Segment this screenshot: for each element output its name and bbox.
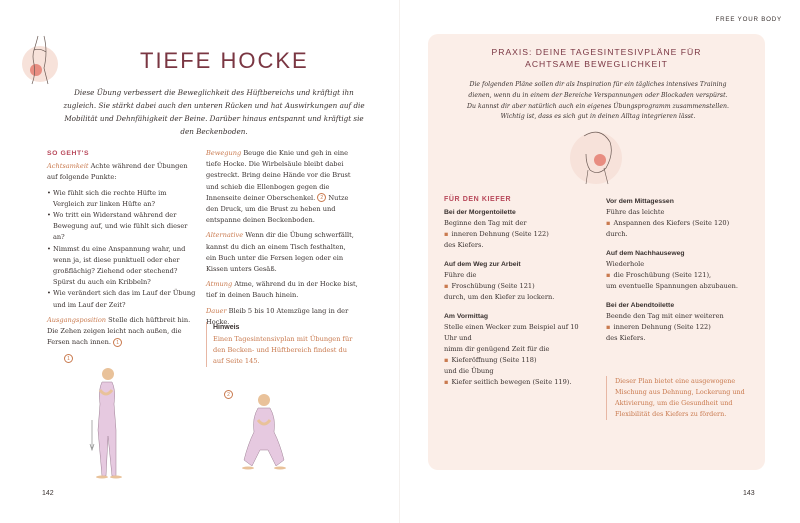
plan-block [444, 311, 592, 388]
bewegung-text: Beuge die Knie und geh in eine tiefe Hocke. Die Wirbelsäule bleibt dabei gestreckt. Bring deine Hände vor die Brust und schieb die Ellenbogen gegen die Innenseite deiner Oberschenkel. [206, 149, 351, 202]
intro-text: Diese Übung verbessert die Beweglichkeit des Hüftbereichs und kräftigt ihn zugleich. Sie stärkt dabei auch den unteren Rücken und hat Auswirkungen auf die Mobilität und Dehnfähigkeit der Beine. Darüber hinaus entspannt und kräftigt sie den Beckenboden. [63, 88, 365, 136]
plan-text: durch, um den Kiefer zu lockern. [444, 293, 555, 301]
plan-item-text: Kiefer seitlich bewegen (Seite 119). [451, 378, 572, 386]
atmung-paragraph [206, 279, 358, 301]
bewegung-label: Bewegung [206, 149, 242, 157]
plan-text: Beende den Tag mit einer weiteren [606, 312, 724, 320]
plan-column-left [444, 207, 592, 396]
hint-box [206, 322, 356, 367]
list-item: • Wie verändert sich das im Lauf der Übung und im Lauf der Zeit? [47, 288, 197, 310]
plan-item [444, 377, 592, 388]
plan-block [606, 300, 754, 344]
bewegung-text-2: Nutze den Druck, um die Brust zu heben und entspanne deinen Beckenboden. [206, 193, 349, 225]
step-number-badge: 2 [317, 193, 326, 202]
hint-title: Hinweis [213, 324, 240, 331]
atmung-text: Atme, während du in der Hocke bist, tief in deinen Bauch hinein. [206, 280, 358, 300]
plan-text: Führe die [444, 271, 477, 279]
plan-block-heading: Auf dem Weg zur Arbeit [444, 261, 521, 268]
standing-woman-illustration [72, 360, 142, 482]
ausgangsposition-label: Ausgangsposition [47, 315, 107, 324]
ausgangsposition-text: Stelle dich hüftbreit hin. Die Zehen zeigen leicht nach außen, die Fersen nach innen. [47, 315, 191, 347]
plan-item-text: Anspannen des Kiefers (Seite 120) [613, 219, 730, 227]
face-jaw-icon [564, 124, 628, 186]
panel-title-line: PRAXIS: DEINE TAGESINTESIVPLÄNE FÜR [491, 47, 702, 57]
square-bullet-icon: ▪ [444, 230, 449, 238]
step-number-badge: 1 [113, 338, 122, 347]
figure-number-badge: 2 [224, 390, 233, 399]
figure-number-badge: 1 [64, 354, 73, 363]
achtsamkeit-list [47, 188, 197, 311]
alternative-text: Wenn dir die Übung schwerfällt, kannst du dich an einem Tisch festhalten, ein Buch unter die Fersen legen oder ein Kissen unters Gesäß. [206, 231, 354, 274]
page-number: 142 [42, 490, 54, 497]
plan-block-heading: Vor dem Mittagessen [606, 198, 674, 205]
panel-title [428, 46, 765, 70]
plan-text: Stelle einen Wecker zum Beispiel auf 10 Uhr und [444, 323, 579, 342]
ausgangsposition-paragraph [47, 315, 197, 349]
list-item: • Wie fühlt sich die rechte Hüfte im Vergleich zur linken Hüfte an? [47, 188, 197, 210]
list-item: • Nimmst du eine Anspannung wahr, und wenn ja, ist diese punktuell oder eher großflächig? Ziehend oder stechend? Spürst du auch ein Kribbeln? [47, 244, 197, 289]
dauer-label: Dauer [206, 306, 227, 315]
panel-intro: Die folgenden Pläne sollen dir als Inspiration für ein tägliches intensives Training dienen, wenn du in einem der Bereiche Verspannungen oder Blockaden verspürst. Du kannst dir aber natürlich auch ein eigenes Übungsprogramm zusammenstellen. Wichtig ist, dass es sich gut in deinen Alltag integrieren lässt. [467, 81, 729, 121]
square-bullet-icon: ▪ [606, 271, 611, 279]
plan-text: des Kiefers. [606, 334, 646, 342]
plan-text: Führe das leichte [606, 208, 665, 216]
atmung-label: Atmung [206, 280, 233, 289]
square-bullet-icon: ▪ [444, 356, 449, 364]
page-number: 143 [743, 490, 755, 497]
square-bullet-icon: ▪ [444, 282, 449, 290]
alternative-paragraph [206, 230, 358, 275]
achtsamkeit-paragraph [47, 161, 197, 183]
plan-text: nimm dir genügend Zeit für die [444, 345, 550, 353]
plan-block-heading: Bei der Morgentoilette [444, 209, 516, 216]
plan-note: Dieser Plan bietet eine ausgewogene Mischung aus Dehnung, Lockerung und Aktivierung, um die Gesundheit und Flexibilität des Kiefers zu fördern. [606, 376, 758, 420]
plan-item [606, 322, 754, 333]
plan-block [444, 207, 592, 251]
section-heading: SO GEHT'S [47, 150, 90, 157]
plan-item [444, 229, 592, 240]
instructions-column-right [206, 148, 358, 332]
plan-item [444, 281, 592, 292]
plan-text: Wiederhole [606, 260, 645, 268]
plan-block-heading: Bei der Abendtoilette [606, 302, 675, 309]
plan-text: durch. [606, 230, 628, 238]
plan-item-text: inneren Dehnung (Seite 122) [451, 230, 549, 238]
plan-column-right [606, 196, 754, 352]
list-item: • Wo tritt ein Widerstand während der Bewegung auf, und wie fühlt sich dieser an? [47, 210, 197, 244]
plan-item [444, 355, 592, 366]
plan-text: um eventuelle Spannungen abzubauen. [606, 282, 739, 290]
panel-title-line: ACHTSAME BEWEGLICHKEIT [525, 59, 668, 69]
section-heading: FÜR DEN KIEFER [444, 196, 512, 203]
plan-block-heading: Am Vormittag [444, 313, 489, 320]
plan-block-heading: Auf dem Nachhauseweg [606, 250, 685, 257]
square-bullet-icon: ▪ [444, 378, 449, 386]
plan-block [606, 248, 754, 292]
plan-text: und die Übung [444, 367, 494, 375]
plan-item-text: Froschübung (Seite 121) [451, 282, 535, 290]
plan-text: Beginne den Tag mit der [444, 219, 527, 227]
plan-block [606, 196, 754, 240]
alternative-label: Alternative [206, 231, 244, 240]
square-bullet-icon: ▪ [606, 323, 611, 331]
plan-block [444, 259, 592, 303]
plan-item-text: die Froschübung (Seite 121), [613, 271, 712, 279]
square-bullet-icon: ▪ [606, 219, 611, 227]
plan-item [606, 270, 754, 281]
hint-text: Einen Tagesintensivplan mit Übungen für den Becken- und Hüftbereich findest du auf Seite 145. [213, 335, 353, 365]
instructions-column-left [47, 148, 197, 352]
hip-body-icon [18, 30, 62, 86]
running-header: FREE YOUR BODY [715, 16, 782, 23]
plan-item-text: inneren Dehnung (Seite 122) [613, 323, 711, 331]
plan-text: des Kiefers. [444, 241, 484, 249]
squatting-woman-illustration [228, 388, 300, 474]
page-title: TIEFE HOCKE [140, 48, 309, 73]
bewegung-paragraph [206, 148, 358, 226]
dauer-text: Bleib 5 bis 10 Atemzüge lang in der Hocke. [206, 306, 349, 326]
plan-item-text: Kieferöffnung (Seite 118) [451, 356, 537, 364]
achtsamkeit-label: Achtsamkeit [47, 162, 89, 171]
plan-item [606, 218, 754, 229]
achtsamkeit-text: Achte während der Übungen auf folgende Punkte: [47, 162, 188, 182]
